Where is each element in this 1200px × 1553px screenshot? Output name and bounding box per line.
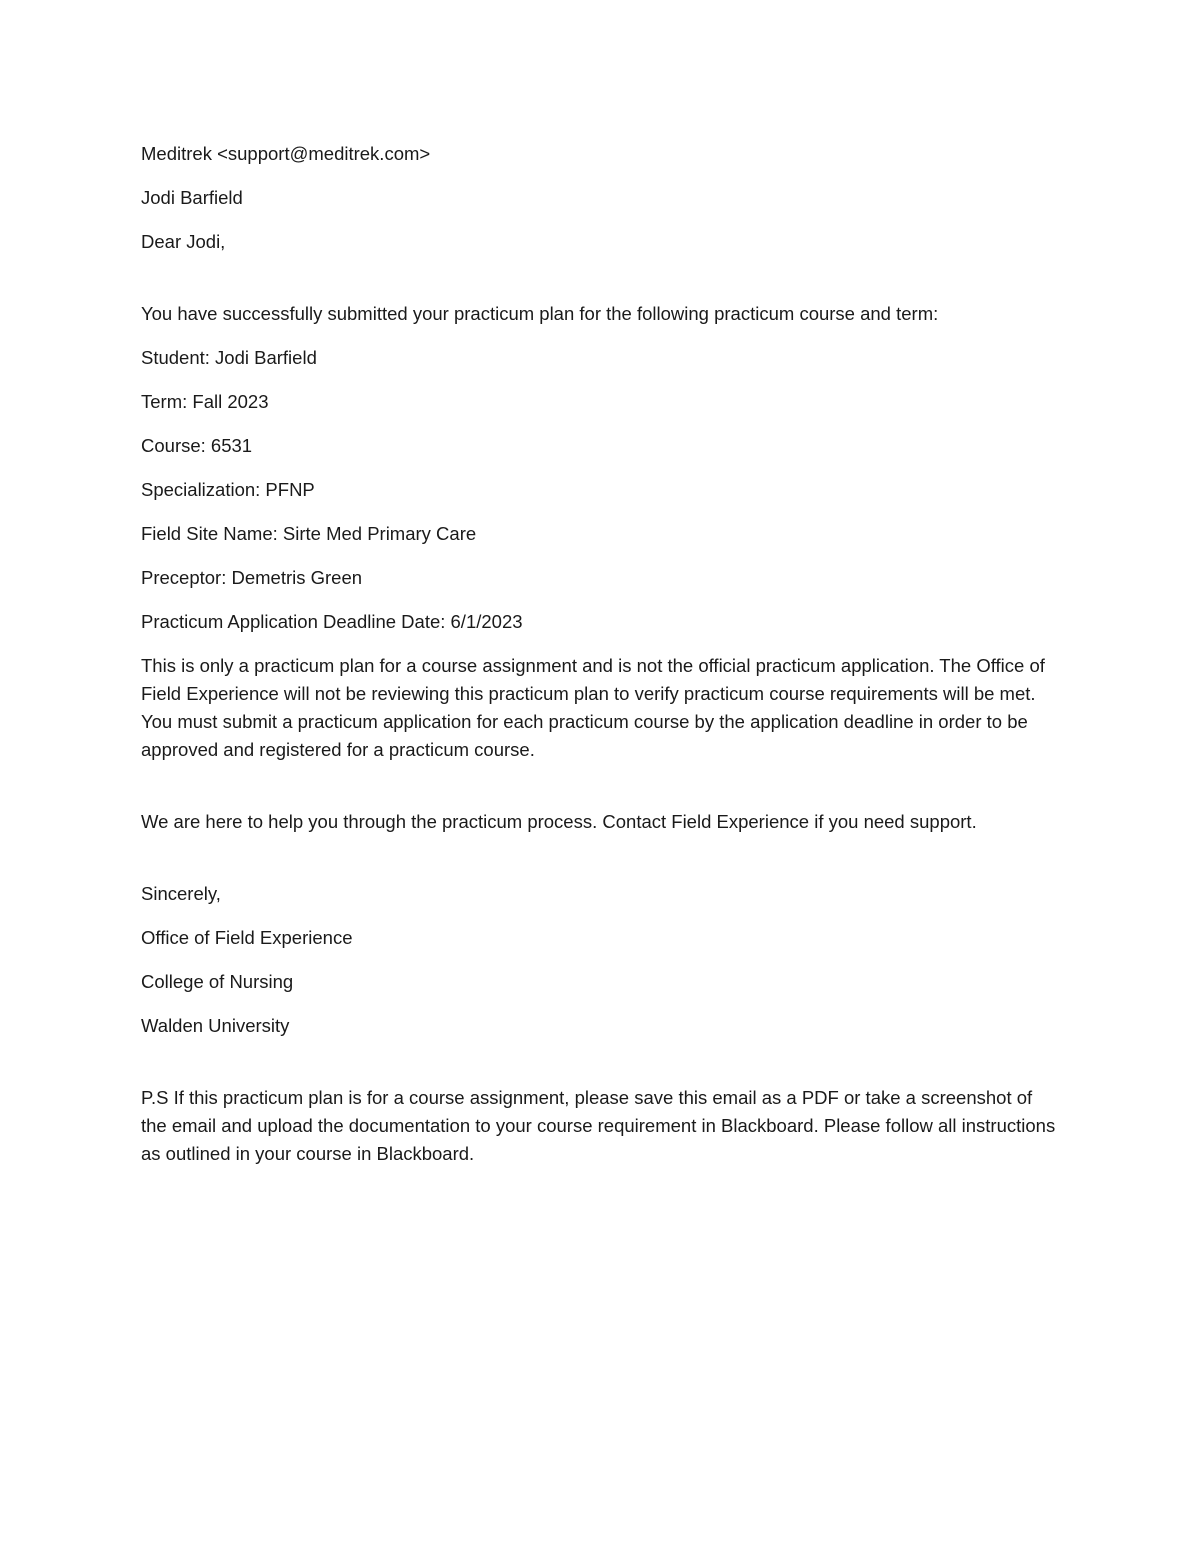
signature-office: Office of Field Experience bbox=[141, 927, 353, 948]
detail-student: Student: Jodi Barfield bbox=[141, 347, 317, 368]
support-text: We are here to help you through the practicum process. Contact Field Experience if you need support. bbox=[141, 811, 977, 832]
detail-preceptor: Preceptor: Demetris Green bbox=[141, 567, 363, 588]
signature-university: Walden University bbox=[141, 1015, 290, 1036]
notice-paragraph: This is only a practicum plan for a course assignment and is not the official practicum application. The Office of Field Experience will not be reviewing this practicum plan to verify practicum course requirements will be met. You must submit a practicum application for each practicum course by the application deadline in order to be approved and registered for a practicum course. bbox=[141, 655, 1045, 760]
email-body bbox=[141, 140, 1061, 1184]
sender-line: Meditrek <support@meditrek.com> bbox=[141, 143, 431, 164]
detail-deadline: Practicum Application Deadline Date: 6/1/2023 bbox=[141, 611, 523, 632]
intro-text: You have successfully submitted your practicum plan for the following practicum course and term: bbox=[141, 303, 939, 324]
signature-college: College of Nursing bbox=[141, 971, 294, 992]
detail-course: Course: 6531 bbox=[141, 435, 253, 456]
closing: Sincerely, bbox=[141, 883, 221, 904]
postscript: P.S If this practicum plan is for a course assignment, please save this email as a PDF or take a screenshot of the email and upload the documentation to your course requirement in Blackboard. Please follow all instructions as outlined in your course in Blackboard. bbox=[141, 1087, 1056, 1164]
detail-specialization: Specialization: PFNP bbox=[141, 479, 315, 500]
greeting: Dear Jodi, bbox=[141, 231, 226, 252]
recipient-line: Jodi Barfield bbox=[141, 187, 243, 208]
detail-term: Term: Fall 2023 bbox=[141, 391, 269, 412]
detail-field-site: Field Site Name: Sirte Med Primary Care bbox=[141, 523, 477, 544]
